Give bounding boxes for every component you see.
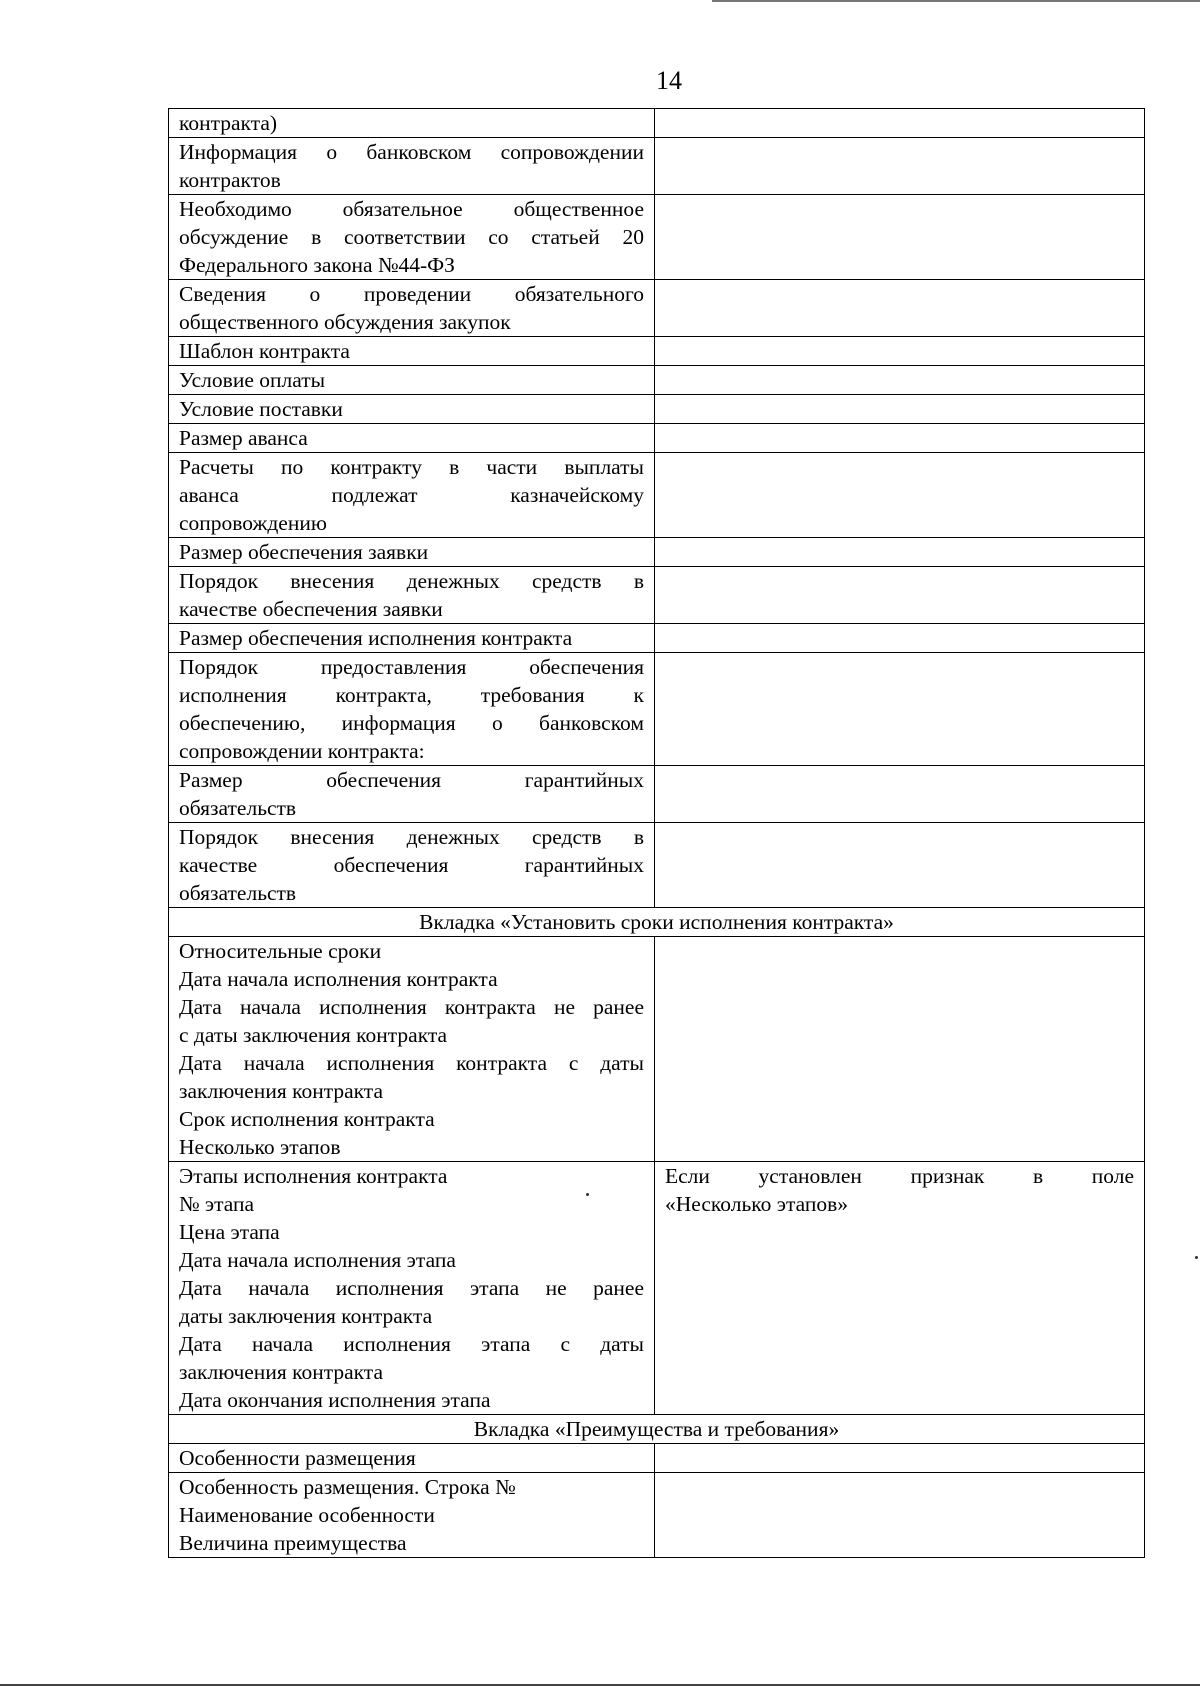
field-name-cell: [169, 453, 655, 538]
table-row: [169, 567, 1145, 624]
field-name-line: Относительные сроки: [179, 939, 382, 963]
field-name-line: даты заключения контракта: [179, 1304, 433, 1328]
field-name-line: Информация о банковском сопровождении: [179, 140, 644, 164]
field-name-line: Особенность размещения. Строка №: [179, 1475, 516, 1499]
table-row: [169, 1444, 1145, 1473]
field-value-cell: [655, 109, 1145, 138]
field-name-line: заключения контракта: [179, 1079, 384, 1103]
field-name-cell: [169, 653, 655, 766]
table-row: [169, 1162, 1145, 1415]
field-name-cell: [169, 766, 655, 823]
field-name-cell: [169, 1162, 655, 1415]
table-row: [169, 366, 1145, 395]
field-name-line: контракта): [179, 111, 278, 135]
field-value-cell: [655, 1473, 1145, 1558]
field-name-cell: [169, 624, 655, 653]
field-name-cell: [169, 366, 655, 395]
table-row: [169, 624, 1145, 653]
field-value-cell: [655, 624, 1145, 653]
field-name-line: Дата начала исполнения этапа не ранее: [179, 1276, 644, 1300]
table-row: [169, 280, 1145, 337]
field-name-cell: [169, 1444, 655, 1473]
field-name-line: Размер обеспечения заявки: [179, 540, 429, 564]
scan-speck: [1195, 1256, 1198, 1259]
field-name-cell: [169, 337, 655, 366]
field-value-cell: [655, 538, 1145, 567]
field-name-cell: [169, 395, 655, 424]
page-number: 14: [656, 66, 682, 95]
section-title: Вкладка «Установить сроки исполнения контракта»: [169, 908, 1145, 937]
field-name-line: Федерального закона №44-ФЗ: [179, 253, 455, 277]
field-name-line: Шаблон контракта: [179, 339, 350, 363]
field-value-cell: [655, 1162, 1145, 1415]
field-name-line: Порядок внесения денежных средств в: [179, 569, 644, 593]
table-row: [169, 653, 1145, 766]
field-name-line: контрактов: [179, 168, 281, 192]
field-name-line: Размер обеспечения исполнения контракта: [179, 626, 573, 650]
field-name-cell: [169, 538, 655, 567]
field-name-line: Особенности размещения: [179, 1446, 416, 1470]
field-value-cell: [655, 138, 1145, 195]
field-name-line: Необходимо обязательное общественное: [179, 197, 644, 221]
field-name-cell: [169, 195, 655, 280]
field-name-line: Размер аванса: [179, 426, 308, 450]
field-name-line: Срок исполнения контракта: [179, 1107, 435, 1131]
field-value-line: «Несколько этапов»: [665, 1192, 849, 1216]
field-name-line: общественного обсуждения закупок: [179, 310, 511, 334]
field-name-cell: [169, 567, 655, 624]
field-name-line: Сведения о проведении обязательного: [179, 282, 644, 306]
table-row: [169, 766, 1145, 823]
scan-speck: [586, 1193, 589, 1196]
field-value-cell: [655, 766, 1145, 823]
field-name-line: обязательств: [179, 881, 297, 905]
field-name-line: Расчеты по контракту в части выплаты: [179, 455, 644, 479]
field-name-line: качестве обеспечения гарантийных: [179, 853, 644, 877]
field-name-cell: [169, 937, 655, 1162]
field-name-line: сопровождению: [179, 511, 327, 535]
field-name-line: заключения контракта: [179, 1360, 384, 1384]
field-name-line: обсуждение в соответствии со статьей 20: [179, 225, 644, 249]
table-row: [169, 424, 1145, 453]
field-name-line: обязательств: [179, 796, 297, 820]
field-name-line: Дата окончания исполнения этапа: [179, 1388, 491, 1412]
table-row: [169, 823, 1145, 908]
field-name-line: качестве обеспечения заявки: [179, 597, 443, 621]
field-name-line: Размер обеспечения гарантийных: [179, 768, 644, 792]
field-name-line: Наименование особенности: [179, 1503, 435, 1527]
scan-edge-top: [712, 0, 1200, 2]
field-value-cell: [655, 395, 1145, 424]
field-name-cell: [169, 424, 655, 453]
field-value-line: Если установлен признак в поле: [665, 1164, 1134, 1188]
field-value-cell: [655, 453, 1145, 538]
section-title: Вкладка «Преимущества и требования»: [169, 1415, 1145, 1444]
field-name-line: аванса подлежат казначейскому: [179, 483, 644, 507]
field-name-cell: [169, 1473, 655, 1558]
field-name-cell: [169, 109, 655, 138]
field-name-line: с даты заключения контракта: [179, 1023, 448, 1047]
field-name-line: Порядок внесения денежных средств в: [179, 825, 644, 849]
table-row: [169, 138, 1145, 195]
field-value-cell: [655, 195, 1145, 280]
requirements-table: [168, 108, 1145, 1558]
field-value-cell: [655, 280, 1145, 337]
field-name-line: № этапа: [179, 1192, 255, 1216]
field-name-line: Несколько этапов: [179, 1135, 341, 1159]
field-value-cell: [655, 567, 1145, 624]
field-name-line: Дата начала исполнения контракта не ранее: [179, 995, 644, 1019]
field-name-line: Этапы исполнения контракта: [179, 1164, 448, 1188]
section-header-row: [169, 908, 1145, 937]
table-body: [169, 109, 1145, 1558]
field-name-line: Порядок предоставления обеспечения: [179, 655, 644, 679]
table-row: [169, 1473, 1145, 1558]
field-name-line: Дата начала исполнения этапа: [179, 1248, 456, 1272]
field-name-cell: [169, 823, 655, 908]
field-value-cell: [655, 337, 1145, 366]
field-name-cell: [169, 138, 655, 195]
field-name-line: Дата начала исполнения этапа с даты: [179, 1332, 644, 1356]
field-name-line: Цена этапа: [179, 1220, 280, 1244]
field-value-cell: [655, 1444, 1145, 1473]
field-name-line: обеспечению, информация о банковском: [179, 711, 644, 735]
field-name-line: Дата начала исполнения контракта с даты: [179, 1051, 644, 1075]
field-value-cell: [655, 366, 1145, 395]
table-row: [169, 937, 1145, 1162]
field-name-line: Условие оплаты: [179, 368, 326, 392]
field-value-cell: [655, 653, 1145, 766]
section-header-row: [169, 1415, 1145, 1444]
table-row: [169, 395, 1145, 424]
field-name-line: Величина преимущества: [179, 1531, 407, 1555]
table-row: [169, 109, 1145, 138]
table-row: [169, 195, 1145, 280]
scan-edge-bottom: [0, 1684, 1200, 1686]
field-name-line: Условие поставки: [179, 397, 343, 421]
field-value-cell: [655, 823, 1145, 908]
field-name-cell: [169, 280, 655, 337]
table-row: [169, 337, 1145, 366]
field-value-cell: [655, 424, 1145, 453]
field-name-line: Дата начала исполнения контракта: [179, 967, 498, 991]
field-name-line: исполнения контракта, требования к: [179, 683, 644, 707]
table-row: [169, 453, 1145, 538]
table-row: [169, 538, 1145, 567]
field-value-cell: [655, 937, 1145, 1162]
field-name-line: сопровождении контракта:: [179, 739, 425, 763]
